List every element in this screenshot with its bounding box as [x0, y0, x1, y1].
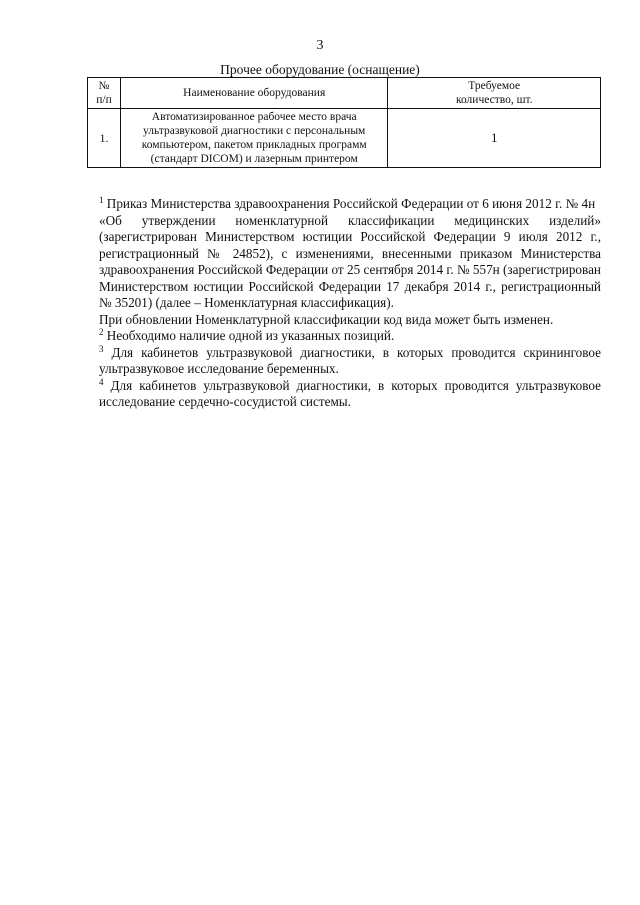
footnote-1-mark: 1 — [99, 195, 104, 205]
table-row — [88, 109, 601, 168]
footnote-2-text: Необходимо наличие одной из указанных позиций. — [106, 328, 395, 343]
equipment-table — [87, 77, 601, 168]
footnote-3-mark: 3 — [99, 343, 104, 354]
header-quantity-line2: количество, шт. — [455, 94, 533, 106]
footnote-1-word: номенклатурной — [235, 212, 329, 228]
row-equipment-name-line: Автоматизированное рабочее место врача — [151, 111, 357, 123]
footnote-4-mark: 4 — [99, 376, 104, 387]
row-equipment-name-line: (стандарт DICOM) и лазерным принтером — [150, 153, 358, 165]
footnotes — [99, 196, 601, 411]
header-quantity-line1: Требуемое — [468, 80, 521, 92]
footnote-1-word: медицинских — [454, 212, 530, 228]
footnote-3 — [99, 345, 601, 378]
header-equipment-name: Наименование оборудования — [120, 78, 388, 109]
footnote-1-first-line: Приказ Министерства здравоохранения Российской Федерации от 6 июня 2012 г. № 4н — [106, 196, 596, 211]
row-quantity: 1 — [388, 109, 601, 168]
footnote-1-line2 — [99, 213, 601, 230]
row-number: 1. — [88, 109, 121, 168]
header-number — [88, 78, 121, 109]
footnote-1-extra: При обновлении Номенклатурной классификации код вида может быть изменен. — [99, 311, 554, 327]
footnote-1-body: (зарегистрирован Министерством юстиции Российской Федерации 9 июля 2012 г., регистрационный № 24852), с изменениями, внесенными приказом Министерства здравоохранения Российской Федерации от 25 сентября 2014 г. № 557н (зарегистрирован Министерством юстиции Российской Федерации 17 декабря 2014 г., регистрационный № 35201) (далее – Номенклатурная классификация). — [99, 229, 601, 310]
footnote-1-word: «Об — [99, 212, 122, 228]
table-header-row — [88, 78, 601, 109]
footnote-1-word: классификации — [347, 212, 435, 228]
footnote-2-mark: 2 — [99, 327, 104, 337]
page-number: 3 — [316, 38, 324, 53]
footnote-4-text: Для кабинетов ультразвуковой диагностики, в которых проводится ультразвуковое исследование сердечно-сосудистой системы. — [99, 377, 602, 409]
footnote-2 — [99, 328, 601, 345]
footnote-1-word: изделий» — [549, 212, 601, 228]
footnote-4 — [99, 378, 601, 411]
header-quantity — [388, 78, 601, 109]
footnote-1-line1 — [99, 196, 601, 213]
table-title: Прочее оборудование (оснащение) — [220, 62, 420, 77]
row-equipment-name — [120, 109, 388, 168]
row-equipment-name-line: компьютером, пакетом прикладных программ — [141, 139, 367, 151]
footnote-1-word: утверждении — [141, 212, 216, 228]
header-number-line1: № — [98, 80, 110, 92]
row-equipment-name-line: ультразвуковой диагностики с персональным — [143, 125, 366, 137]
header-number-line2: п/п — [96, 94, 112, 106]
footnote-3-text: Для кабинетов ультразвуковой диагностики, в которых проводится скрининговое ультразвуковое исследование беременных. — [99, 344, 602, 376]
